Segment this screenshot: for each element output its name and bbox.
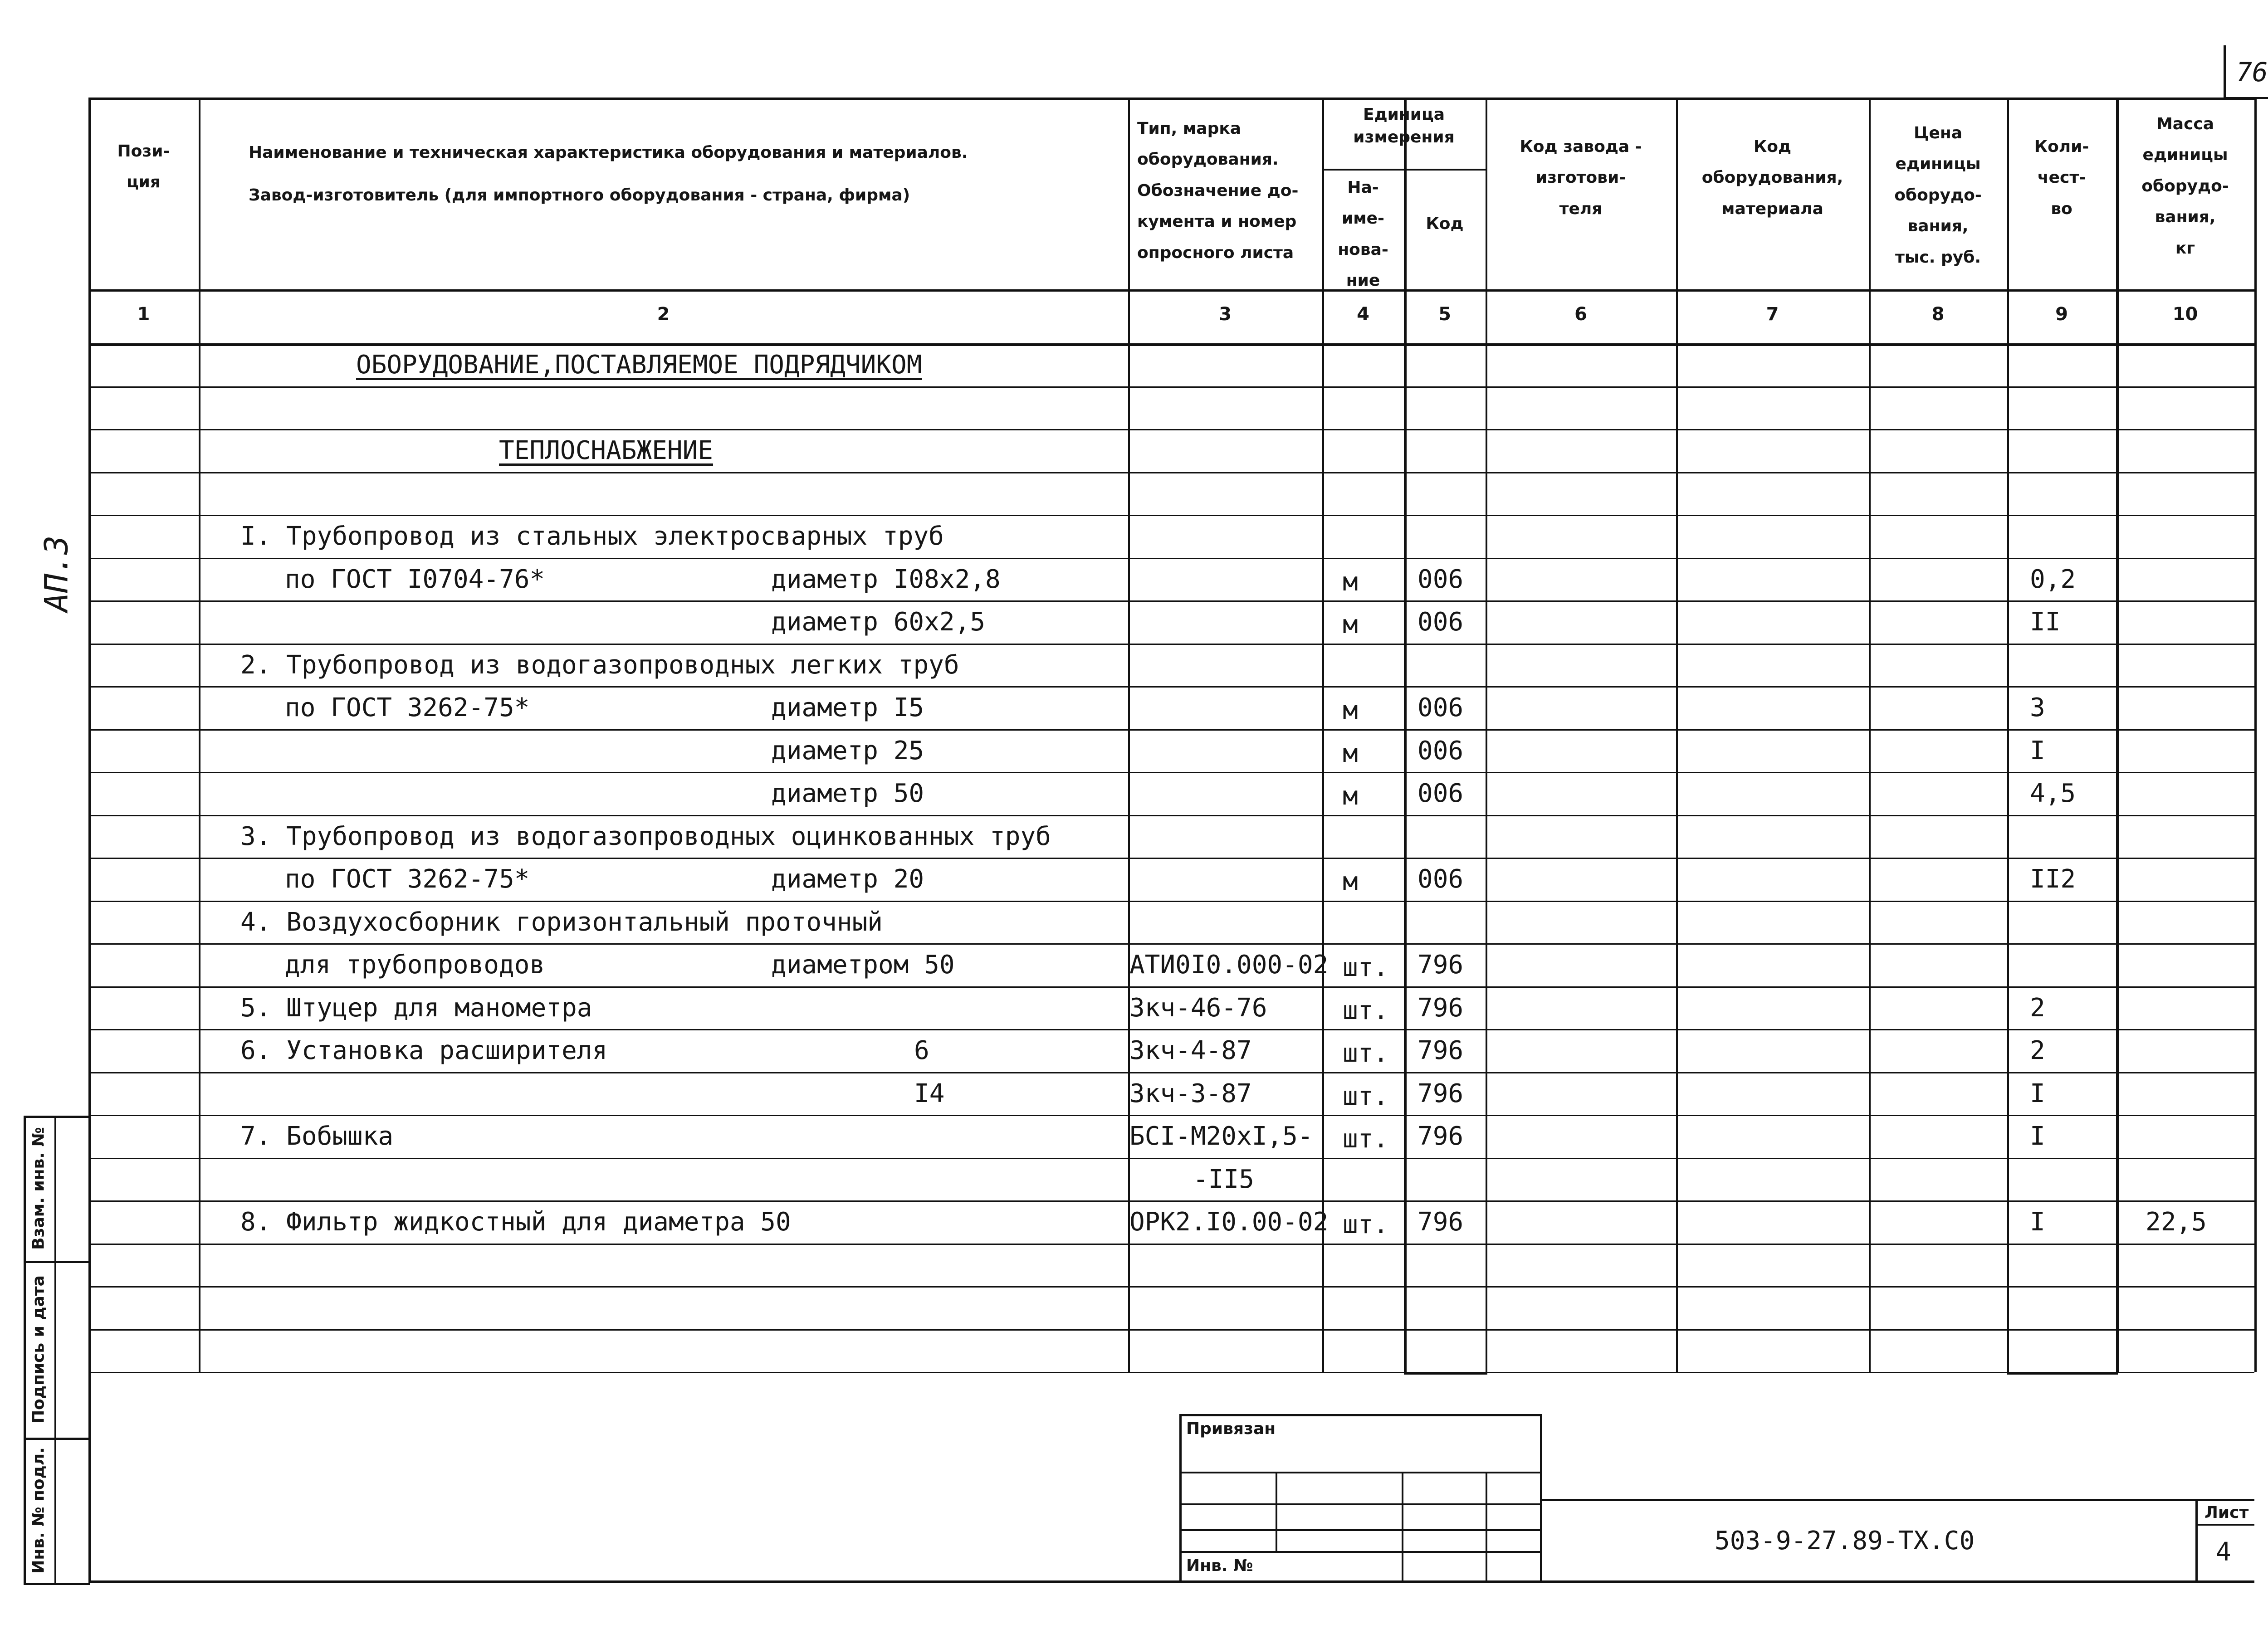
- row-quantity: II2: [2030, 864, 2076, 894]
- row-unit-code: 796: [1418, 1122, 1464, 1151]
- row-quantity: 3: [2030, 693, 2045, 722]
- column-number-5: 5: [1438, 304, 1451, 325]
- row-size: диаметром 50: [771, 950, 955, 980]
- row-unit: шт.: [1343, 1039, 1389, 1068]
- row-mass: 22,5: [2146, 1207, 2207, 1237]
- row-size: диаметр I08x2,8: [771, 564, 1001, 594]
- column-header-3: Тип, марка оборудования. Обозначение до- кумента и номер опросного листа: [1137, 119, 1299, 262]
- stamp-signature-date: Подпись и дата: [29, 1275, 48, 1424]
- row-size: диаметр 25: [771, 736, 924, 766]
- row-name: по ГОСТ 3262-75*: [285, 864, 530, 894]
- row-name: ТЕПЛОСНАБЖЕНИЕ: [499, 436, 714, 465]
- row-unit: м: [1343, 781, 1358, 811]
- row-name: 8. Фильтр жидкостный для диаметра 50: [240, 1207, 791, 1237]
- row-unit-code: 796: [1418, 1207, 1464, 1237]
- column-number-7: 7: [1766, 304, 1779, 325]
- column-header-6: Код завода - изготови- теля: [1520, 137, 1642, 218]
- column-header-5: Код: [1426, 215, 1464, 233]
- column-header-8: Цена единицы оборудо- вания, тыс. руб.: [1894, 124, 1982, 267]
- row-type: ОРК2.I0.00-02: [1129, 1207, 1329, 1237]
- column-number-9: 9: [2055, 304, 2068, 325]
- row-name: по ГОСТ I0704-76*: [285, 564, 545, 594]
- sheet-number: 4: [2216, 1537, 2231, 1567]
- row-name: 7. Бобышка: [240, 1122, 394, 1151]
- column-header-2: Наименование и техническая характеристика оборудования и материалов. Завод-изготовитель (для импортного оборудования - страна, фирма): [249, 143, 968, 205]
- row-name: 4. Воздухосборник горизонтальный проточный: [240, 907, 883, 937]
- stamp-replace-inventory: Взам. инв. №: [29, 1127, 48, 1250]
- sheet-label: Лист: [2204, 1503, 2249, 1522]
- row-type: АТИ0I0.000-02: [1129, 950, 1329, 980]
- stamp-original-inventory: Инв. № подл.: [29, 1447, 48, 1574]
- row-unit-code: 006: [1418, 736, 1464, 766]
- row-type: 3кч-46-76: [1129, 993, 1267, 1023]
- document-code: 503-9-27.89-ТХ.С0: [1715, 1526, 1975, 1556]
- row-name: 2. Трубопровод из водогазопроводных легких труб: [240, 650, 959, 680]
- row-quantity: I: [2030, 1207, 2045, 1237]
- row-quantity: 2: [2030, 1036, 2045, 1065]
- column-number-8: 8: [1931, 304, 1945, 325]
- column-header-9: Коли- чест- во: [2034, 137, 2089, 218]
- stamp-inventory-label: Инв. №: [1186, 1556, 1253, 1575]
- column-header-7: Код оборудования, материала: [1701, 137, 1843, 218]
- row-size: диаметр I5: [771, 693, 924, 722]
- row-name: 3. Трубопровод из водогазопроводных оцинкованных труб: [240, 821, 1051, 851]
- column-number-2: 2: [657, 304, 670, 325]
- row-name: ОБОРУДОВАНИЕ,ПОСТАВЛЯЕМОЕ ПОДРЯДЧИКОМ: [356, 350, 922, 380]
- column-header-1: Пози- ция: [117, 142, 170, 192]
- row-size: диаметр 60x2,5: [771, 607, 986, 637]
- row-unit-code: 796: [1418, 1078, 1464, 1108]
- row-size: диаметр 50: [771, 779, 924, 808]
- row-name: по ГОСТ 3262-75*: [285, 693, 530, 722]
- row-type: 3кч-4-87: [1129, 1036, 1252, 1065]
- row-unit-code: 796: [1418, 1036, 1464, 1065]
- row-unit-code: 796: [1418, 950, 1464, 980]
- row-unit: м: [1343, 696, 1358, 725]
- unit-group-header: Единица измерения: [1353, 105, 1455, 147]
- row-quantity: I: [2030, 1122, 2045, 1151]
- row-name: I. Трубопровод из стальных электросварных труб: [240, 522, 944, 551]
- row-unit-code: 796: [1418, 993, 1464, 1023]
- row-unit: шт.: [1343, 1081, 1389, 1111]
- column-header-4: На- име- нова- ние: [1338, 178, 1388, 290]
- row-type: БСI-М20xI,5-: [1129, 1122, 1313, 1151]
- stamp-linked-label: Привязан: [1186, 1419, 1276, 1438]
- row-quantity: 2: [2030, 993, 2045, 1023]
- row-name: 6. Установка расширителя: [240, 1036, 608, 1065]
- row-unit-code: 006: [1418, 607, 1464, 637]
- column-number-10: 10: [2172, 304, 2198, 325]
- row-quantity: 0,2: [2030, 564, 2076, 594]
- row-unit-code: 006: [1418, 779, 1464, 808]
- row-unit: шт.: [1343, 1124, 1389, 1154]
- row-unit-code: 006: [1418, 864, 1464, 894]
- row-unit: шт.: [1343, 953, 1389, 982]
- column-number-4: 4: [1357, 304, 1369, 325]
- row-unit: шт.: [1343, 1210, 1389, 1239]
- row-quantity: 4,5: [2030, 779, 2076, 808]
- row-unit: м: [1343, 738, 1358, 768]
- row-quantity: I: [2030, 1078, 2045, 1108]
- row-unit: шт.: [1343, 995, 1389, 1025]
- row-size: I4: [914, 1078, 945, 1108]
- row-size: 6: [914, 1036, 929, 1065]
- row-unit: м: [1343, 567, 1358, 597]
- row-quantity: II: [2030, 607, 2061, 637]
- row-unit: м: [1343, 610, 1358, 639]
- row-type: -II5: [1193, 1164, 1254, 1194]
- row-size: диаметр 20: [771, 864, 924, 894]
- handwritten-side-note: АП.3: [38, 535, 75, 612]
- column-header-10: Масса единицы оборудо- вания, кг: [2141, 115, 2229, 258]
- column-number-6: 6: [1574, 304, 1587, 325]
- row-unit: м: [1343, 867, 1358, 897]
- row-quantity: I: [2030, 736, 2045, 766]
- row-type: 3кч-3-87: [1129, 1078, 1252, 1108]
- row-name: для трубопроводов: [285, 950, 545, 980]
- sheet-corner-number: 76: [2236, 57, 2268, 88]
- column-number-3: 3: [1219, 304, 1232, 325]
- row-unit-code: 006: [1418, 564, 1464, 594]
- column-number-1: 1: [137, 304, 150, 325]
- row-unit-code: 006: [1418, 693, 1464, 722]
- row-name: 5. Штуцер для манометра: [240, 993, 592, 1023]
